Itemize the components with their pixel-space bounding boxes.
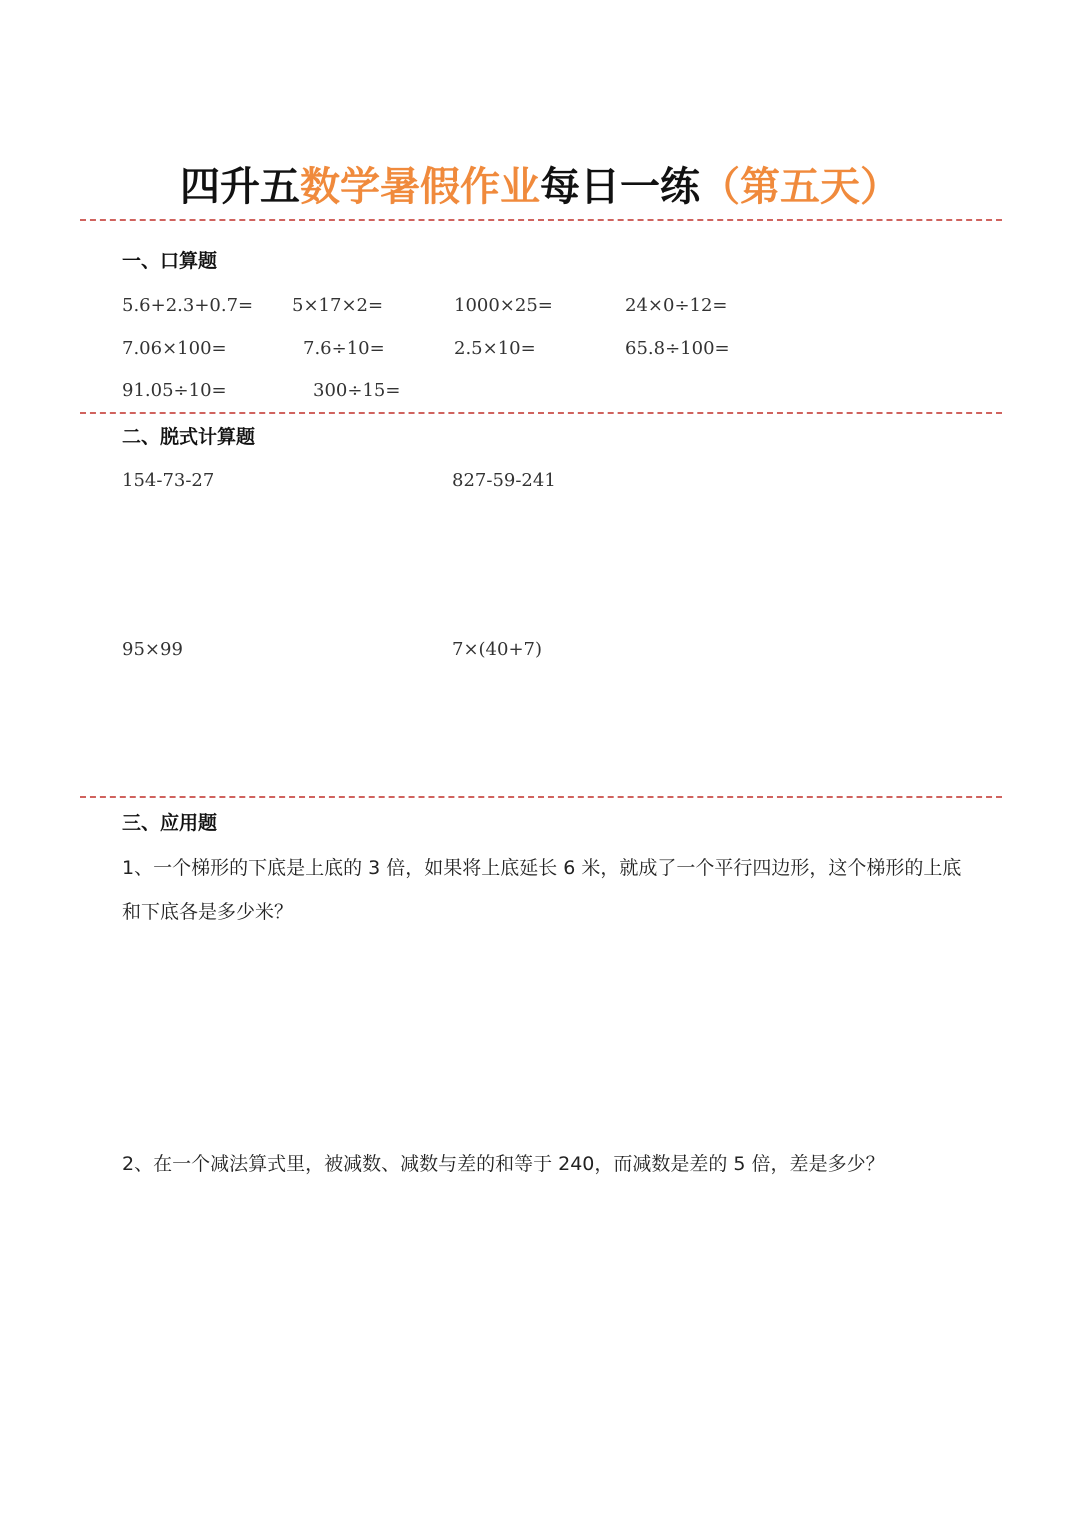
mental-math-item: 91.05÷10= (122, 380, 227, 401)
divider-top (80, 219, 1002, 221)
word-problem-1: 1、一个梯形的下底是上底的 3 倍，如果将上底延长 6 米，就成了一个平行四边形，这个梯形的上底和下底各是多少米？ (122, 857, 962, 923)
mental-math-item: 300÷15= (313, 380, 401, 401)
mental-math-item: 7.6÷10= (303, 338, 385, 359)
mental-math-item: 24×0÷12= (625, 295, 728, 316)
section-heading-mental-math: 一、口算题 (122, 250, 218, 272)
title-day: （第五天） (700, 164, 900, 210)
mental-math-item: 2.5×10= (454, 338, 536, 359)
title-subject: 数学暑假作业 (300, 164, 540, 210)
title-daily: 每日一练 (540, 164, 700, 210)
page-title (0, 160, 1080, 214)
section-heading-step-calculation: 二、脱式计算题 (122, 426, 256, 448)
mental-math-item: 7.06×100= (122, 338, 227, 359)
divider-section-1 (80, 412, 1002, 414)
calculation-item: 7×(40+7) (452, 639, 543, 660)
mental-math-item: 1000×25= (454, 295, 553, 316)
calculation-item: 827-59-241 (452, 470, 556, 491)
mental-math-item: 5×17×2= (292, 295, 384, 316)
section-heading-word-problems: 三、应用题 (122, 812, 218, 834)
divider-section-2 (80, 796, 1002, 798)
calculation-item: 95×99 (122, 639, 183, 660)
mental-math-item: 65.8÷100= (625, 338, 730, 359)
calculation-item: 154-73-27 (122, 470, 215, 491)
word-problem-2: 2、在一个减法算式里，被减数、减数与差的和等于 240，而减数是差的 5 倍，差是多少？ (122, 1153, 885, 1175)
mental-math-item: 5.6+2.3+0.7= (122, 295, 254, 316)
title-grade: 四升五 (180, 164, 300, 210)
